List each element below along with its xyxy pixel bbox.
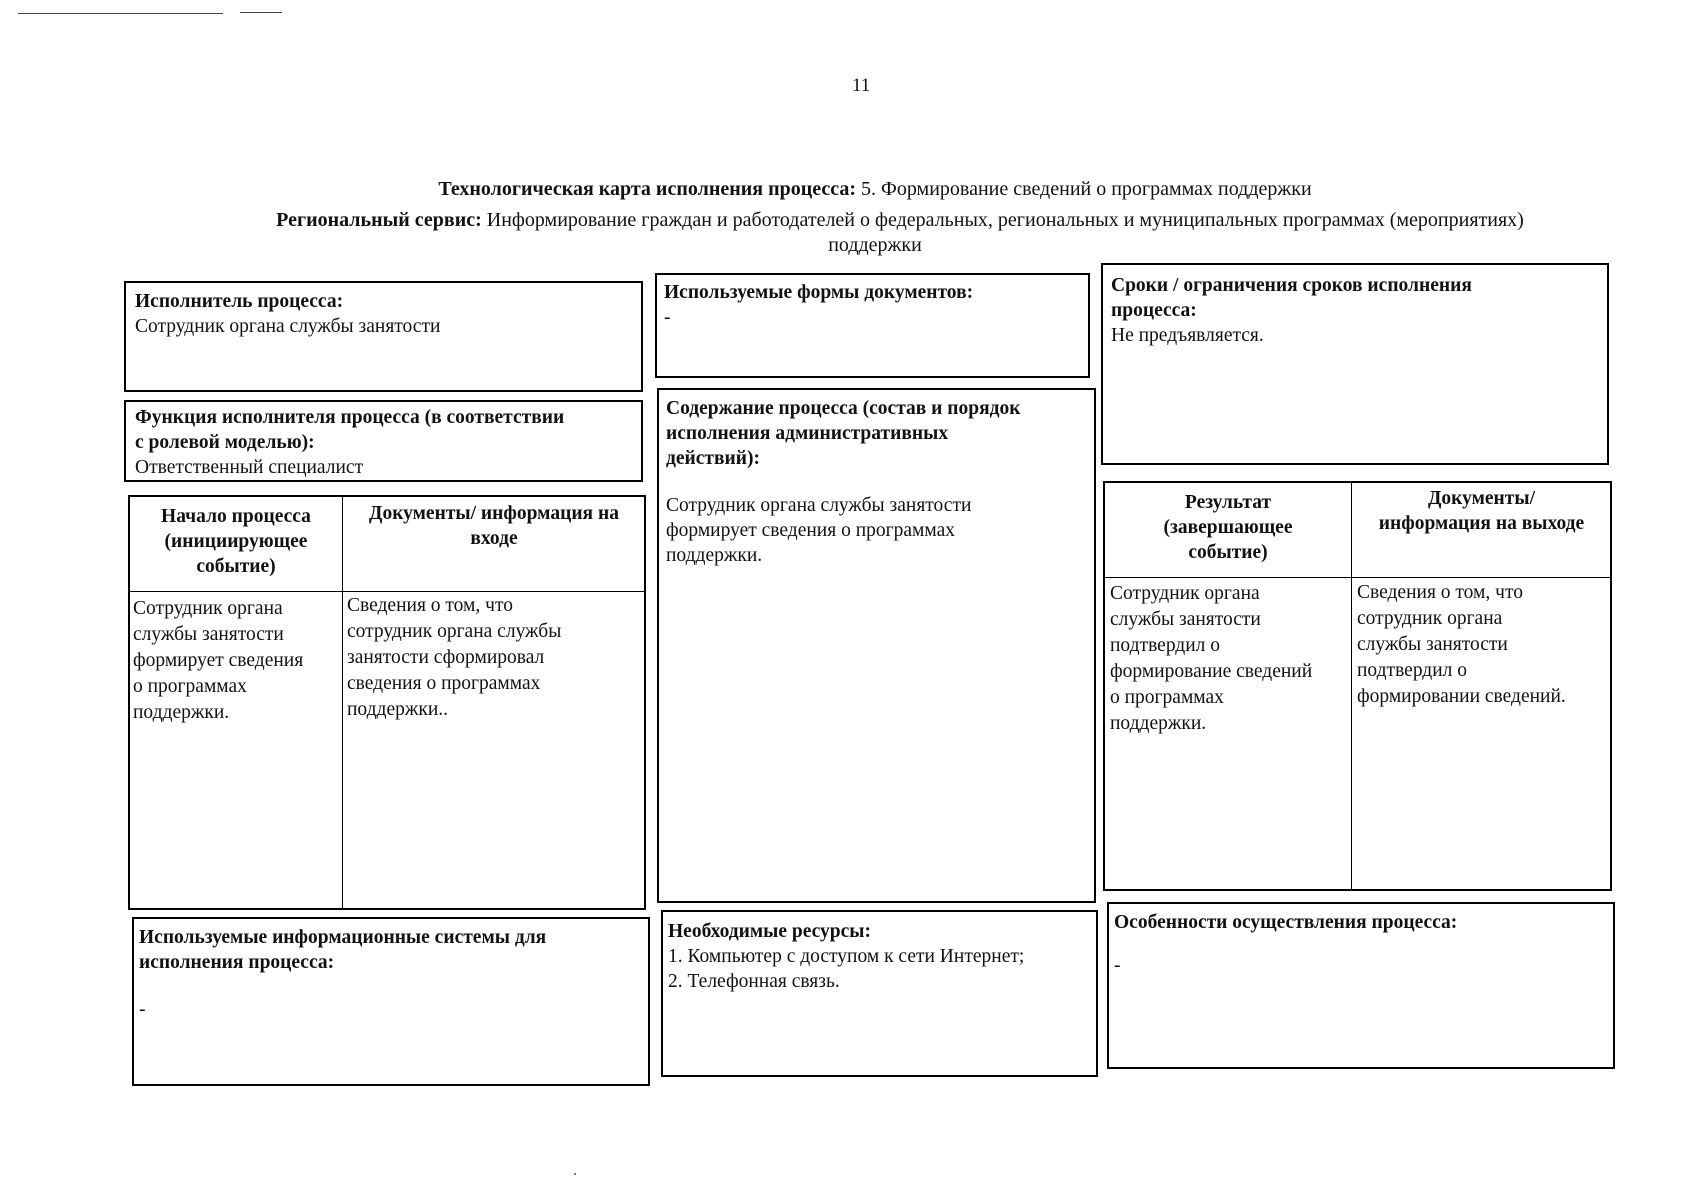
page-number: 11 — [852, 75, 871, 96]
info-systems-box — [132, 917, 650, 1086]
resources-item-2: 2. Телефонная связь. — [668, 971, 840, 992]
result-table-header-divider — [1105, 577, 1610, 578]
features-box — [1107, 902, 1615, 1069]
forms-label: Используемые формы документов: — [664, 282, 974, 303]
start-col1-body: Сотрудник органа службы занятости формирует сведения о программах поддержки. — [133, 598, 304, 723]
result-col1-header: Результат (завершающее событие) — [1163, 492, 1293, 563]
content-value-line2: формирует сведения о программах — [666, 520, 956, 541]
info-systems-value: - — [139, 999, 146, 1020]
function-box — [124, 400, 643, 482]
scan-rule-short — [240, 12, 282, 13]
service-title-value: Информирование граждан и работодателей о федеральных, региональных и муниципальных программах (мероприятиях) — [486, 209, 1524, 231]
deadlines-label-line1: Сроки / ограничения сроков исполнения — [1111, 275, 1472, 296]
result-col1-body: Сотрудник органа службы занятости подтвердил о формирование сведений о программах поддержки. — [1110, 583, 1313, 734]
card-title-value: 5. Формирование сведений о программах поддержки — [861, 178, 1312, 200]
function-label-line1: Функция исполнителя процесса (в соответствии — [135, 407, 565, 428]
info-systems-label-line2: исполнения процесса: — [139, 952, 335, 973]
deadlines-label-line2: процесса: — [1111, 300, 1197, 321]
deadlines-box — [1101, 263, 1609, 465]
start-col1-header: Начало процесса (инициирующее событие) — [161, 506, 311, 577]
resources-box — [661, 910, 1098, 1077]
result-table-column-divider — [1351, 483, 1352, 889]
function-value: Ответственный специалист — [135, 457, 364, 478]
service-title — [150, 207, 1650, 233]
content-label-line3: действий): — [666, 448, 760, 469]
process-content-box — [657, 388, 1096, 903]
card-title-label: Технологическая карта исполнения процесса: — [438, 178, 857, 200]
scan-rule-left — [18, 13, 223, 14]
features-label: Особенности осуществления процесса: — [1114, 912, 1458, 933]
features-value: - — [1114, 955, 1121, 976]
function-label-line2: с ролевой моделью): — [135, 432, 315, 453]
content-label-line2: исполнения административных — [666, 423, 949, 444]
start-table-header-divider — [130, 591, 644, 592]
content-label-line1: Содержание процесса (состав и порядок — [666, 398, 1021, 419]
start-table-column-divider — [342, 497, 343, 908]
start-col2-header: Документы/ информация на входе — [369, 503, 619, 549]
result-col2-body: Сведения о том, что сотрудник органа службы занятости подтвердил о формировании сведений. — [1357, 582, 1566, 707]
info-systems-label-line1: Используемые информационные системы для — [139, 927, 547, 948]
forms-box — [655, 273, 1090, 378]
result-table — [1103, 481, 1612, 891]
executor-label: Исполнитель процесса: — [135, 291, 344, 312]
deadlines-value: Не предъявляется. — [1111, 325, 1264, 346]
scan-speck — [574, 1173, 576, 1175]
content-value-line1: Сотрудник органа службы занятости — [666, 495, 972, 516]
content-value-line3: поддержки. — [666, 545, 763, 566]
resources-label: Необходимые ресурсы: — [668, 921, 872, 942]
resources-item-1: 1. Компьютер с доступом к сети Интернет; — [668, 946, 1025, 967]
card-title — [130, 176, 1620, 202]
service-title-label: Региональный сервис: — [276, 209, 482, 231]
executor-value: Сотрудник органа службы занятости — [135, 316, 441, 337]
start-table — [128, 495, 646, 910]
executor-box — [124, 281, 643, 392]
start-col2-body: Сведения о том, что сотрудник органа службы занятости сформировал сведения о программах поддержки.. — [347, 595, 562, 720]
result-col2-header: Документы/ информация на выходе — [1378, 488, 1585, 534]
service-title-continued: поддержки — [828, 234, 922, 256]
forms-value: - — [664, 307, 671, 328]
